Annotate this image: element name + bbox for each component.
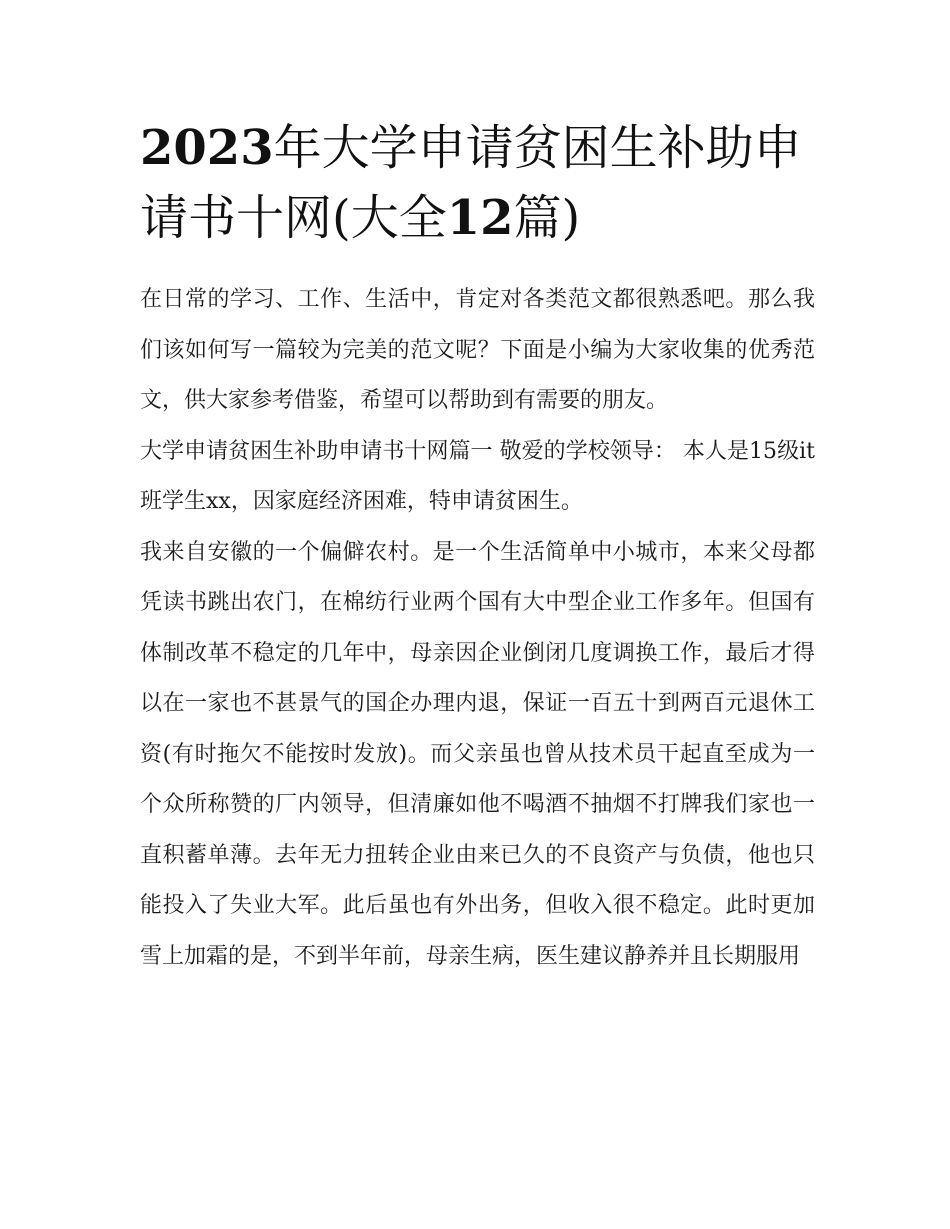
family-background-paragraph: 我来自安徽的一个偏僻农村。是一个生活简单中小城市，本来父母都凭读书跳出农门，在棉纺行业两个国有大中型企业工作多年。但国有体制改革不稳定的几年中，母亲因企业倒闭几度调换工作，最后才得以在一家也不甚景气的国企办理内退，保证一百五十到两百元退休工资(有时拖欠不能按时发放)。而父亲虽也曾从技术员干起直至成为一个众所称赞的厂内领导，但清廉如他不喝酒不抽烟不打牌我们家也一直积蓄单薄。去年无力扭转企业由来已久的不良资产与负债，他也只能投入了失业大军。此后虽也有外出务，但收入很不稳定。此时更加雪上加霜的是，不到半年前，母亲生病，医生建议静养并且长期服用 [140, 539, 815, 969]
title-year: 2023 [140, 120, 274, 176]
salutation-paragraph: 大学申请贫困生补助申请书十网篇一 敬爱的学校领导： 本人是15级it班学生xx，因家庭经济困难，特申请贫困生。 [140, 438, 815, 514]
document-content [140, 113, 815, 982]
document-title [140, 113, 815, 253]
title-count: 12 [446, 190, 514, 246]
document-body [140, 275, 815, 982]
intro-paragraph: 在日常的学习、工作、生活中，肯定对各类范文都很熟悉吧。那么我们该如何写一篇较为完美的范文呢？下面是小编为大家收集的优秀范文，供大家参考借鉴，希望可以帮助到有需要的朋友。 [140, 287, 815, 413]
title-text: 年大学申请贫困生补助申请书十网(大全 [140, 120, 802, 246]
title-suffix: 篇) [513, 190, 581, 246]
